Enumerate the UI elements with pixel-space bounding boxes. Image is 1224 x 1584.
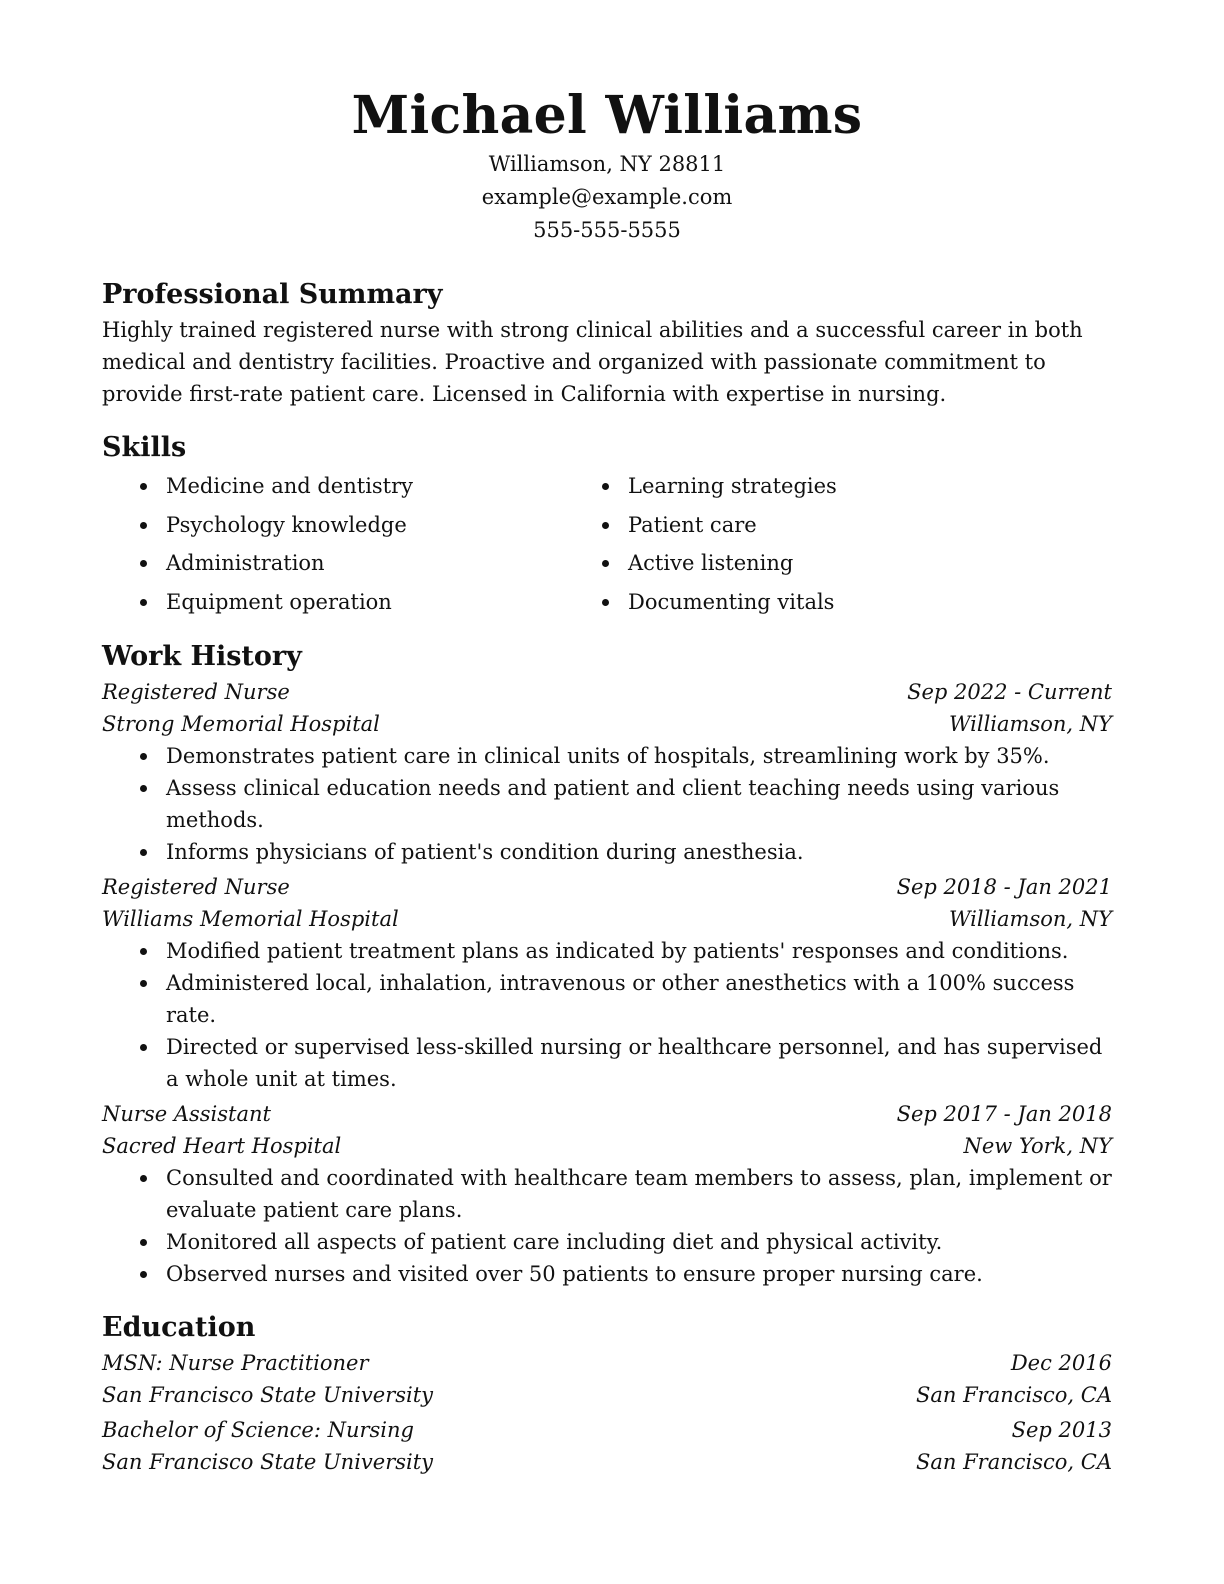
job-bullet: Consulted and coordinated with healthcare team members to assess, plan, implement or evaluate patient care plans. (102, 1162, 1112, 1226)
skills-heading: Skills (102, 432, 187, 463)
skill-item: Equipment operation (102, 583, 564, 622)
skill-item: Medicine and dentistry (102, 467, 564, 506)
resume-page (102, 84, 1112, 1478)
education-heading: Education (102, 1312, 256, 1343)
education-header (102, 1414, 1112, 1446)
job-entry (102, 676, 1112, 868)
education-entry (102, 1414, 1112, 1478)
job-header (102, 1098, 1112, 1130)
job-employer-row (102, 903, 1112, 935)
job-bullet: Directed or supervised less-skilled nursing or healthcare personnel, and has supervised a whole unit at times. (102, 1031, 1112, 1095)
job-bullet: Administered local, inhalation, intravenous or other anesthetics with a 100% success rate. (102, 967, 1112, 1031)
job-employer: Strong Memorial Hospital (102, 712, 380, 736)
job-bullet: Assess clinical education needs and patient and client teaching needs using various methods. (102, 772, 1112, 836)
education-school-row (102, 1446, 1112, 1478)
summary-heading: Professional Summary (102, 279, 443, 310)
job-employer-row (102, 1130, 1112, 1162)
skill-item: Learning strategies (564, 467, 837, 506)
job-location: Williamson, NY (948, 907, 1112, 931)
education-school: San Francisco State University (102, 1450, 434, 1474)
work-history-heading: Work History (102, 641, 302, 672)
job-location: Williamson, NY (948, 712, 1112, 736)
education-location: San Francisco, CA (915, 1383, 1112, 1407)
job-header (102, 676, 1112, 708)
job-entry (102, 871, 1112, 1095)
job-bullet: Informs physicians of patient's condition during anesthesia. (102, 836, 1112, 868)
skills-column-1 (102, 467, 564, 621)
candidate-name: Michael Williams (351, 85, 863, 146)
job-bullets (102, 935, 1112, 1095)
skill-item: Active listening (564, 544, 837, 583)
education-entry (102, 1347, 1112, 1411)
job-employer: Sacred Heart Hospital (102, 1134, 342, 1158)
job-bullets (102, 740, 1112, 868)
skill-item: Psychology knowledge (102, 506, 564, 545)
job-employer: Williams Memorial Hospital (102, 907, 399, 931)
education-date: Dec 2016 (1010, 1351, 1112, 1375)
job-employer-row (102, 708, 1112, 740)
job-bullets (102, 1162, 1112, 1290)
job-bullet: Modified patient treatment plans as indicated by patients' responses and conditions. (102, 935, 1112, 967)
job-entry (102, 1098, 1112, 1290)
education-degree: Bachelor of Science: Nursing (102, 1418, 414, 1442)
job-bullet: Observed nurses and visited over 50 patients to ensure proper nursing care. (102, 1258, 1112, 1290)
education-location: San Francisco, CA (915, 1450, 1112, 1474)
job-title: Nurse Assistant (102, 1102, 271, 1126)
job-dates: Sep 2022 - Current (907, 680, 1112, 704)
job-dates: Sep 2018 - Jan 2021 (896, 875, 1112, 899)
contact-email: example@example.com (481, 185, 733, 209)
skill-item: Administration (102, 544, 564, 583)
job-title: Registered Nurse (102, 680, 290, 704)
job-header (102, 871, 1112, 903)
job-bullet: Demonstrates patient care in clinical units of hospitals, streamlining work by 35%. (102, 740, 1112, 772)
education-degree: MSN: Nurse Practitioner (102, 1351, 369, 1375)
contact-phone: 555-555-5555 (533, 218, 681, 242)
education-school: San Francisco State University (102, 1383, 434, 1407)
job-bullet: Monitored all aspects of patient care including diet and physical activity. (102, 1226, 1112, 1258)
skill-item: Documenting vitals (564, 583, 837, 622)
skill-item: Patient care (564, 506, 837, 545)
job-dates: Sep 2017 - Jan 2018 (896, 1102, 1112, 1126)
education-header (102, 1347, 1112, 1379)
contact-location: Williamson, NY 28811 (488, 152, 726, 176)
job-location: New York, NY (963, 1134, 1112, 1158)
skills-column-2 (564, 467, 837, 621)
education-school-row (102, 1379, 1112, 1411)
skills-list (102, 467, 1112, 621)
job-title: Registered Nurse (102, 875, 290, 899)
summary-text: Highly trained registered nurse with strong clinical abilities and a successful career in both medical and dentistry facilities. Proactive and organized with passionate commitment to provide first-rate patient care. Licensed in California with expertise in nursing. (102, 318, 1083, 406)
education-date: Sep 2013 (1011, 1418, 1112, 1442)
